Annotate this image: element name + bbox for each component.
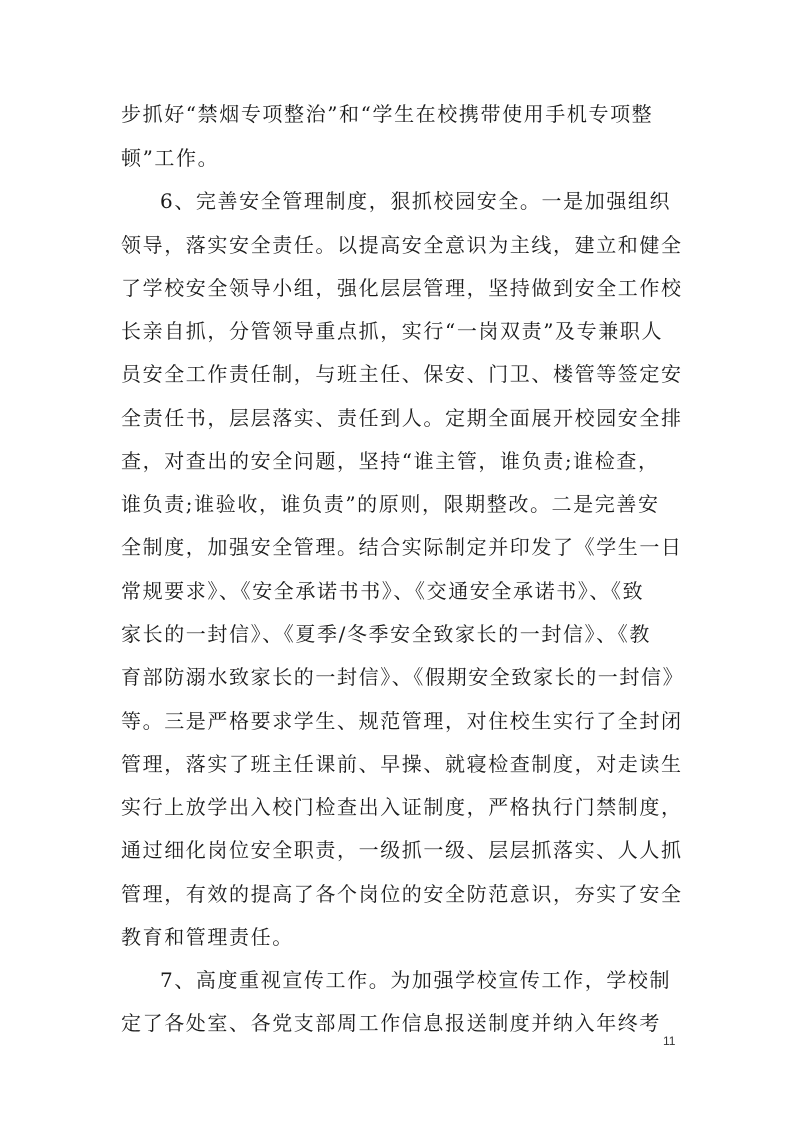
paragraph-line-5: 了学校安全领导小组，强化层层管理，坚持做到安全工作校 <box>121 276 683 300</box>
paragraph-line-6: 长亲自抓，分管领导重点抓，实行“一岗双责”及专兼职人 <box>121 319 664 343</box>
paragraph-line-21: 7、高度重视宣传工作。为加强学校宣传工作，学校制 <box>160 968 672 992</box>
paragraph-line-14: 育部防溺水致家长的一封信》、《假期安全致家长的一封信》 <box>121 665 685 689</box>
paragraph-line-7: 员安全工作责任制，与班主任、保安、门卫、楼管等签定安 <box>121 362 683 386</box>
paragraph-line-1: 步抓好“禁烟专项整治”和“学生在校携带使用手机专项整 <box>121 102 654 126</box>
paragraph-line-13: 家长的一封信》、《夏季/冬季安全致家长的一封信》、《教 <box>121 622 651 646</box>
paragraph-line-2: 顿”工作。 <box>121 146 220 170</box>
paragraph-line-11: 全制度，加强安全管理。结合实际制定并印发了《学生一日 <box>121 535 683 559</box>
paragraph-line-10: 谁负责;谁验收，谁负责”的原则，限期整改。二是完善安 <box>121 492 660 516</box>
paragraph-line-17: 实行上放学出入校门检查出入证制度，严格执行门禁制度， <box>121 795 683 819</box>
paragraph-line-19: 管理，有效的提高了各个岗位的安全防范意识，夯实了安全 <box>121 882 683 906</box>
paragraph-line-8: 全责任书，层层落实、责任到人。定期全面展开校园安全排 <box>121 406 683 430</box>
paragraph-line-18: 通过细化岗位安全职责，一级抓一级、层层抓落实、人人抓 <box>121 838 683 862</box>
paragraph-line-16: 管理，落实了班主任课前、早操、就寝检查制度，对走读生 <box>121 752 683 776</box>
paragraph-line-20: 教育和管理责任。 <box>121 925 294 949</box>
page-number: 11 <box>663 1034 676 1048</box>
paragraph-line-4: 领导，落实安全责任。以提高安全意识为主线，建立和健全 <box>121 233 683 257</box>
paragraph-line-22: 定了各处室、各党支部周工作信息报送制度并纳入年终考 <box>121 1011 661 1035</box>
paragraph-line-15: 等。三是严格要求学生、规范管理，对住校生实行了全封闭 <box>121 709 683 733</box>
paragraph-line-3: 6、完善安全管理制度，狠抓校园安全。一是加强组织 <box>160 189 672 213</box>
paragraph-line-9: 查，对查出的安全问题，坚持“谁主管，谁负责;谁检查， <box>121 449 660 473</box>
paragraph-line-12: 常规要求》、《安全承诺书书》、《交通安全承诺书》、《致 <box>121 579 645 603</box>
